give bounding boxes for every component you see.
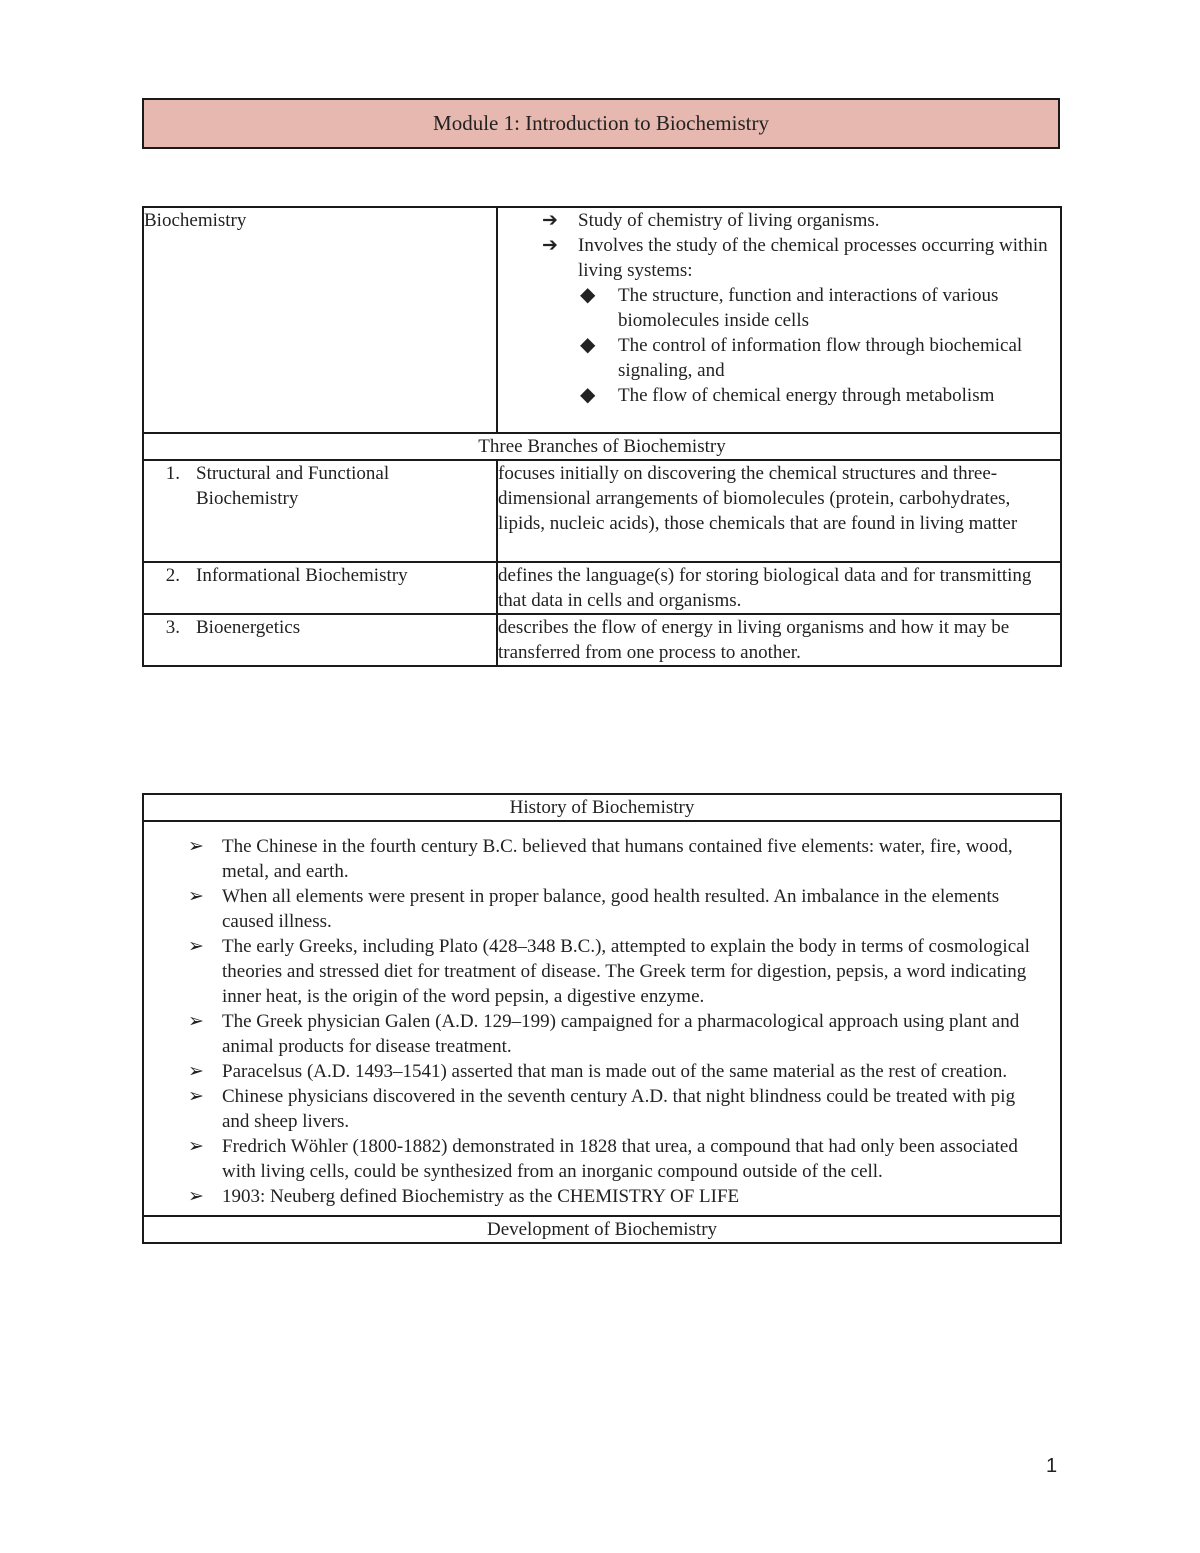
arrowhead-bullet-icon: ➢ [188,936,204,957]
arrow-right-icon: ➔ [542,235,558,256]
page-number: 1 [1046,1455,1058,1477]
branch-description: focuses initially on discovering the chemical structures and three-dimensional arrangements of biomolecules (protein, carbohydrates, lipids, nucleic acids), those chemicals that are found in living matter [497,460,1061,562]
branch-name: Informational Biochemistry [196,565,408,586]
history-list [144,822,1060,1215]
history-item: ➢ Paracelsus (A.D. 1493–1541) asserted that man is made out of the same material as the rest of creation. [188,1061,1008,1082]
history-heading: History of Biochemistry [143,794,1061,821]
history-heading-row [143,794,1061,821]
diamond-icon: ◆ [580,384,596,406]
diamond-icon: ◆ [580,284,596,306]
history-content-row [143,821,1061,1216]
arrow-right-icon: ➔ [542,210,558,231]
history-item: ➢ The early Greeks, including Plato (428–348 B.C.), attempted to explain the body in terms of cosmological theories and stressed diet for treatment of disease. The Greek term for digestion, pepsis, a word indicating inner heat, is the origin of the word pepsin, a digestive enzyme. [188,936,1030,1007]
branch-name: Structural and Functional Biochemistry [196,463,390,509]
branch-name-cell [143,562,497,614]
branch-number: 1. [165,463,180,484]
branch-name-cell [143,614,497,666]
branch-number: 2. [165,565,180,586]
arrowhead-bullet-icon: ➢ [188,1186,204,1207]
definition-term-cell [143,207,497,433]
history-item: ➢ 1903: Neuberg defined Biochemistry as the CHEMISTRY OF LIFE [188,1186,740,1207]
definition-subpoint: ◆ The control of information flow through biochemical signaling, and [580,334,1023,381]
definition-list [538,208,1060,408]
arrowhead-bullet-icon: ➢ [188,1136,204,1157]
definition-subpoints [578,283,1060,408]
diamond-icon: ◆ [580,334,596,356]
history-item: ➢ Chinese physicians discovered in the seventh century A.D. that night blindness could be treated with pig and sheep livers. [188,1086,1016,1132]
history-item: ➢ The Chinese in the fourth century B.C. believed that humans contained five elements: water, fire, wood, metal, and earth. [188,836,1013,882]
branch-row [143,460,1061,562]
branches-heading-row [143,433,1061,460]
arrowhead-bullet-icon: ➢ [188,886,204,907]
branch-name-cell [143,460,497,562]
branch-name: Bioenergetics [196,617,301,638]
history-item: ➢ When all elements were present in proper balance, good health resulted. An imbalance in the elements caused illness. [188,886,1000,932]
development-heading-row [143,1216,1061,1243]
definition-point: ➔ Involves the study of the chemical processes occurring within living systems: ◆ The structure, function and interactions of various biomolecules inside cells ◆ The control of information flow through biochemical signaling, and ◆ The flow of chemical energy through metabolism [538,233,1060,408]
arrowhead-bullet-icon: ➢ [188,836,204,857]
arrowhead-bullet-icon: ➢ [188,1061,204,1082]
definition-subpoint: ◆ The flow of chemical energy through metabolism [580,384,995,406]
history-item: ➢ Fredrich Wöhler (1800-1882) demonstrated in 1828 that urea, a compound that had only been associated with living cells, could be synthesized from an inorganic compound outside of the cell. [188,1136,1018,1182]
branch-description: defines the language(s) for storing biological data and for transmitting that data in cells and organisms. [497,562,1061,614]
branches-heading: Three Branches of Biochemistry [143,433,1061,460]
definition-term: Biochemistry [144,210,247,231]
branch-row [143,562,1061,614]
history-content-cell [143,821,1061,1216]
history-item: ➢ The Greek physician Galen (A.D. 129–199) campaigned for a pharmacological approach using plant and animal products for disease treatment. [188,1011,1020,1057]
branch-row [143,614,1061,666]
definition-content-cell [497,207,1061,433]
definition-point: ➔ Study of chemistry of living organisms. [542,210,880,231]
module-title: Module 1: Introduction to Biochemistry [142,98,1060,149]
branch-description: describes the flow of energy in living organisms and how it may be transferred from one process to another. [497,614,1061,666]
development-heading: Development of Biochemistry [143,1216,1061,1243]
branch-number: 3. [165,617,180,638]
definition-row [143,207,1061,433]
arrowhead-bullet-icon: ➢ [188,1086,204,1107]
definition-subpoint: ◆ The structure, function and interactions of various biomolecules inside cells [580,284,999,331]
biochemistry-overview-table [142,206,1062,667]
arrowhead-bullet-icon: ➢ [188,1011,204,1032]
history-table [142,793,1062,1244]
